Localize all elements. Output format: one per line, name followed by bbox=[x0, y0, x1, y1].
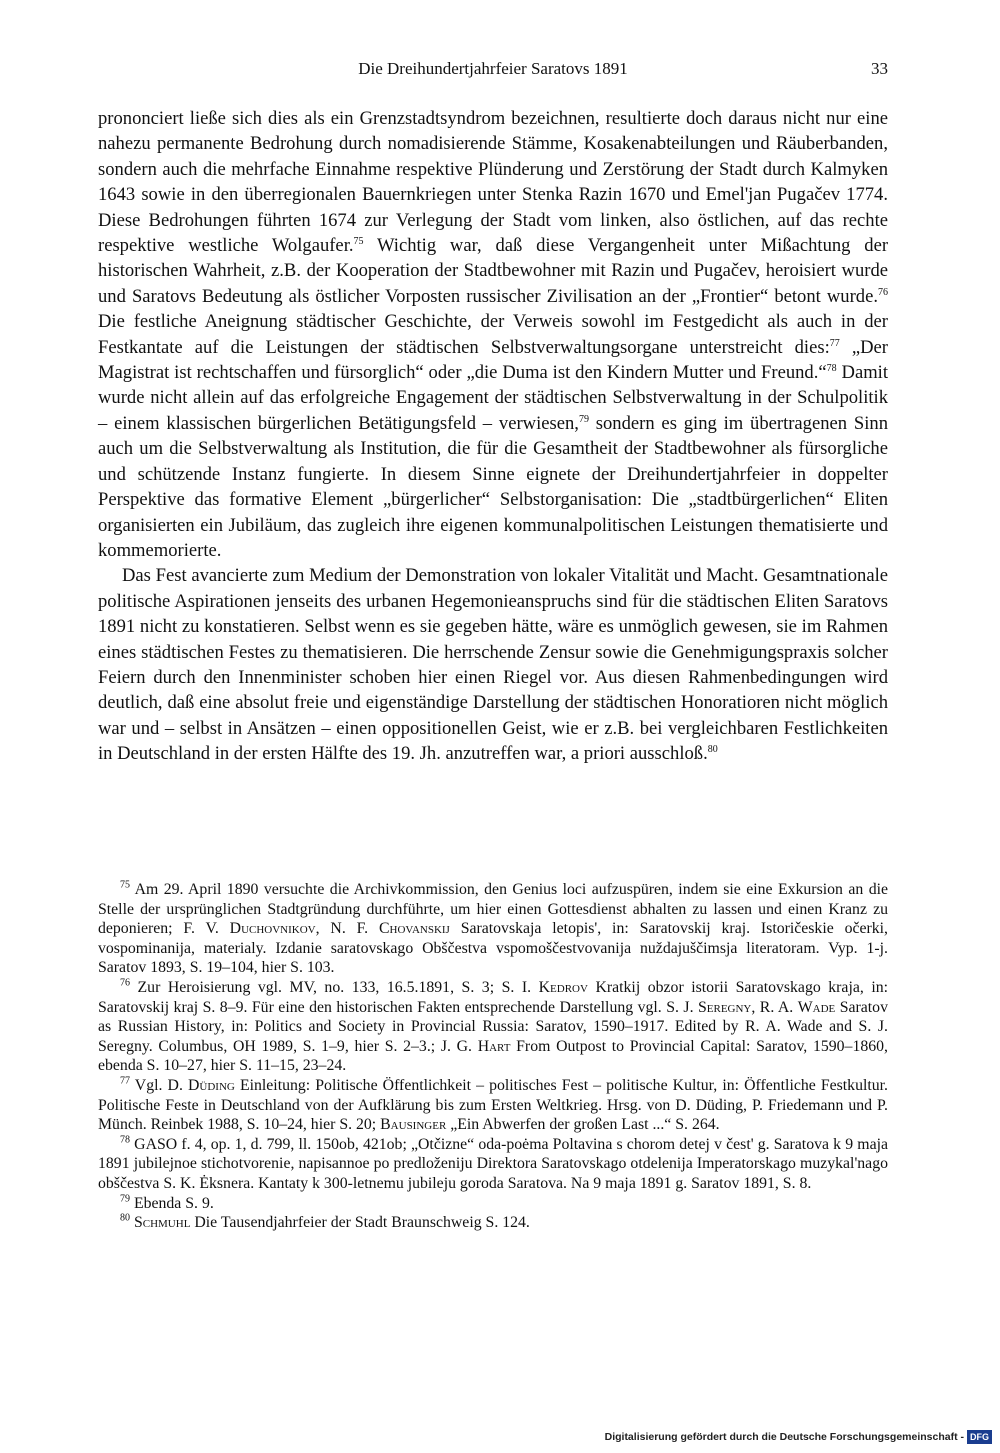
text-run: Die festliche Aneignung städtischer Geschichte, der Verweis sowohl im Festgedicht als auch in der Festkantate auf die Leistungen der städtischen Selbstverwaltungsorgane unterstreicht dies: bbox=[98, 311, 888, 358]
footnote-reference: 75 bbox=[353, 235, 364, 247]
page-number: 33 bbox=[871, 59, 888, 78]
text-run: „Ein Abwerfen der großen Last ...“ S. 264. bbox=[446, 1116, 720, 1134]
footnote-number: 76 bbox=[120, 977, 130, 989]
text-run: , R. A. bbox=[751, 998, 798, 1016]
text-run: sondern es ging im übertragenen Sinn auch um die Selbstverwaltung als Institution, die für die Gesamtheit der Stadtbewohner als fürsorgliche und schützende Instanz fungierte. In diesem Sinne eignete der Dreihundertjahrfeier in doppelter Perspektive das formative Element „bürgerlicher“ Selbstorganisation: Die „stadtbürgerlichen“ Eliten organisierten ein Jubiläum, das zugleich ihre eigenen kommunalpolitischen Leistungen thematisierte und kommemorierte. bbox=[98, 412, 888, 561]
text-run: Am 29. April 1890 versuchte die Archivkommission, den Genius loci aufzuspüren, indem sie eine Exkursion an die Stelle der ursprünglichen Stadtgründung durchführte, um hier einen Gottesdienst abhalten zu lassen und einen Kranz zu deponieren; F. V. bbox=[98, 881, 888, 938]
footnote-80 bbox=[98, 1213, 888, 1233]
text-run: From Outpost to Provincial Capital: Saratov, 1590–1860, ebenda S. 10–27, hier S. 11–15, 23–24. bbox=[98, 1037, 888, 1075]
footnote-number: 75 bbox=[120, 879, 130, 891]
author-name: Hart bbox=[477, 1037, 511, 1055]
text-run: prononciert ließe sich dies als ein Grenzstadtsyndrom bezeichnen, resultierte doch daraus nicht nur eine nahezu permanente Bedrohung durch nomadisierende Stämme, Kosakenabteilungen und Räuberbanden, sondern auch die mehrfache Einnahme respektive Plünderung und Zerstörung der Stadt durch Kalmyken 1643 sowie in den überregionalen Bauernkriegen unter Stenka Razin 1670 und Emel'jan Pugačev 1774. Diese Bedrohungen führten 1674 zur Verlegung der Stadt vom linken, also östlichen, auf das rechte respektive westliche Wolgaufer. bbox=[98, 108, 888, 257]
text-run: Damit wurde nicht allein auf das erfolgreiche Engagement der städtischen Selbstverwaltung in der Schulpolitik – einem klassischen bürgerlichen Betätigungsfeld – verwiesen, bbox=[98, 362, 889, 434]
paragraph-2 bbox=[98, 563, 888, 766]
author-name: Wade bbox=[797, 998, 836, 1016]
text-run: Die Tausendjahrfeier der Stadt Braunschweig S. 124. bbox=[190, 1214, 530, 1232]
text-run: Saratovskaja letopis', in: Saratovskij kraj. Istoričeskie očerki, vospominanija, materialy. Izdanie saratovskago Obščestva vspomoščestvovanija nuždajuščimsja literatoram. Vyp. 1-j. Saratov 1893, S. 19–104, hier S. 103. bbox=[98, 920, 888, 977]
text-run: Saratov as Russian History, in: Politics and Society in Provincial Russia: Saratov, 1590–1917. Edited by R. A. Wade and S. J. Seregny. Columbus, OH 1989, S. 1–9, hier S. 2–3.; J. G. bbox=[98, 998, 888, 1055]
running-head bbox=[98, 56, 888, 82]
footnote-reference: 79 bbox=[578, 413, 589, 425]
author-name: Seregny bbox=[697, 998, 752, 1016]
footnotes bbox=[98, 880, 888, 1233]
author-name: Schmuhl bbox=[133, 1214, 191, 1232]
text-run: „Der Magistrat ist rechtschaffen und fürsorglich“ oder „die Duma ist den Kindern Mutter und Freund.“ bbox=[98, 336, 888, 384]
footnote-76 bbox=[98, 978, 888, 1076]
author-name: Duchovnikov bbox=[229, 920, 316, 938]
text-run: Vgl. D. bbox=[130, 1076, 189, 1094]
dfg-logo-icon: DFG bbox=[967, 1430, 992, 1444]
digitization-footer bbox=[605, 1429, 992, 1445]
footnote-reference: 78 bbox=[826, 362, 837, 374]
text-run: Wichtig war, daß diese Vergangenheit unter Mißachtung der historischen Wahrheit, z.B. der Kooperation der Stadtbewohner mit Razin und Pugačev, heroisiert wurde und Saratovs Bedeutung als östlicher Vorposten russischer Zivilisation an der „Frontier“ betont wurde. bbox=[98, 235, 889, 307]
footnote-77 bbox=[98, 1076, 888, 1135]
footnote-reference: 76 bbox=[878, 286, 888, 298]
footnote-number: 80 bbox=[120, 1212, 130, 1224]
footnote-78 bbox=[98, 1135, 888, 1194]
text-run: Einleitung: Politische Öffentlichkeit – politisches Fest – politische Kultur, in: Öffentliche Festkultur. Politische Feste in Deutschland von der Aufklärung bis zum Ersten Weltkrieg. Hrsg. von D. Düding, P. Friedemann und P. Münch. Reinbek 1988, S. 10–24, hier S. 20; bbox=[98, 1076, 888, 1134]
author-name: Bausinger bbox=[380, 1116, 447, 1134]
footnote-reference: 80 bbox=[707, 743, 718, 755]
text-run: Zur Heroisierung vgl. MV, no. 133, 16.5.1891, S. 3; S. I. bbox=[130, 978, 539, 996]
footnote-reference: 77 bbox=[829, 337, 840, 349]
author-name: Düding bbox=[188, 1076, 235, 1094]
author-name: Chovanskij bbox=[379, 920, 450, 938]
digitization-note: Digitalisierung gefördert durch die Deutsche Forschungsgemeinschaft - bbox=[604, 1431, 964, 1443]
footnote-79 bbox=[98, 1194, 888, 1214]
footnote-number: 78 bbox=[120, 1134, 130, 1146]
author-name: Kedrov bbox=[538, 978, 588, 996]
text-run: Das Fest avancierte zum Medium der Demonstration von lokaler Vitalität und Macht. Gesamtnationale politische Aspirationen jenseits des urbanen Hegemonieanspruchs sind für die städtischen Eliten Saratovs 1891 nicht zu konstatieren. Selbst wenn es sie gegeben hätte, wäre es unmöglich gewesen, sie im Rahmen eines städtischen Festes zu thematisieren. Die herrschende Zensur sowie die Genehmigungspraxis solcher Feiern durch den Innenminister schoben hier einen Riegel vor. Aus diesen Rahmenbedingungen wird deutlich, daß eine absolut freie und eigenständige Darstellung der städtischen Honoratioren nicht möglich war und – selbst in Ansätzen – einen oppositionellen Geist, wie er z.B. bei vergleichbaren Festlichkeiten in Deutschland in der ersten Hälfte des 19. Jh. anzutreffen war, a priori ausschloß. bbox=[98, 565, 888, 765]
text-run: , N. F. bbox=[315, 920, 379, 938]
text-run: Ebenda S. 9. bbox=[130, 1194, 214, 1212]
footnote-number: 79 bbox=[120, 1193, 130, 1205]
main-text bbox=[98, 106, 888, 767]
running-title: Die Dreihundertjahrfeier Saratovs 1891 bbox=[358, 59, 628, 78]
paragraph-1 bbox=[98, 106, 888, 563]
footnote-number: 77 bbox=[120, 1075, 130, 1087]
text-run: Kratkij obzor istorii Saratovskago kraja, in: Saratovskij kraj S. 8–9. Für eine den historischen Fakten entsprechende Darstellung vgl. S. J. bbox=[98, 978, 888, 1016]
footnote-75 bbox=[98, 880, 888, 978]
text-run: GASO f. 4, op. 1, d. 799, ll. 150ob, 421ob; „Otčizne“ oda-poėma Poltavina s chorom detej v čest' g. Saratova k 9 maja 1891 jubilejnoe stichotvorenie, napisannoe po predloženiju Direktora Saratovskago otdelenija Imperatorskago muzykal'nago obščestva S. K. Ėksnera. Kantaty k 300-letnemu jubileju goroda Saratova. Na 9 maja 1891 g. Saratov 1891, S. 8. bbox=[98, 1135, 888, 1192]
